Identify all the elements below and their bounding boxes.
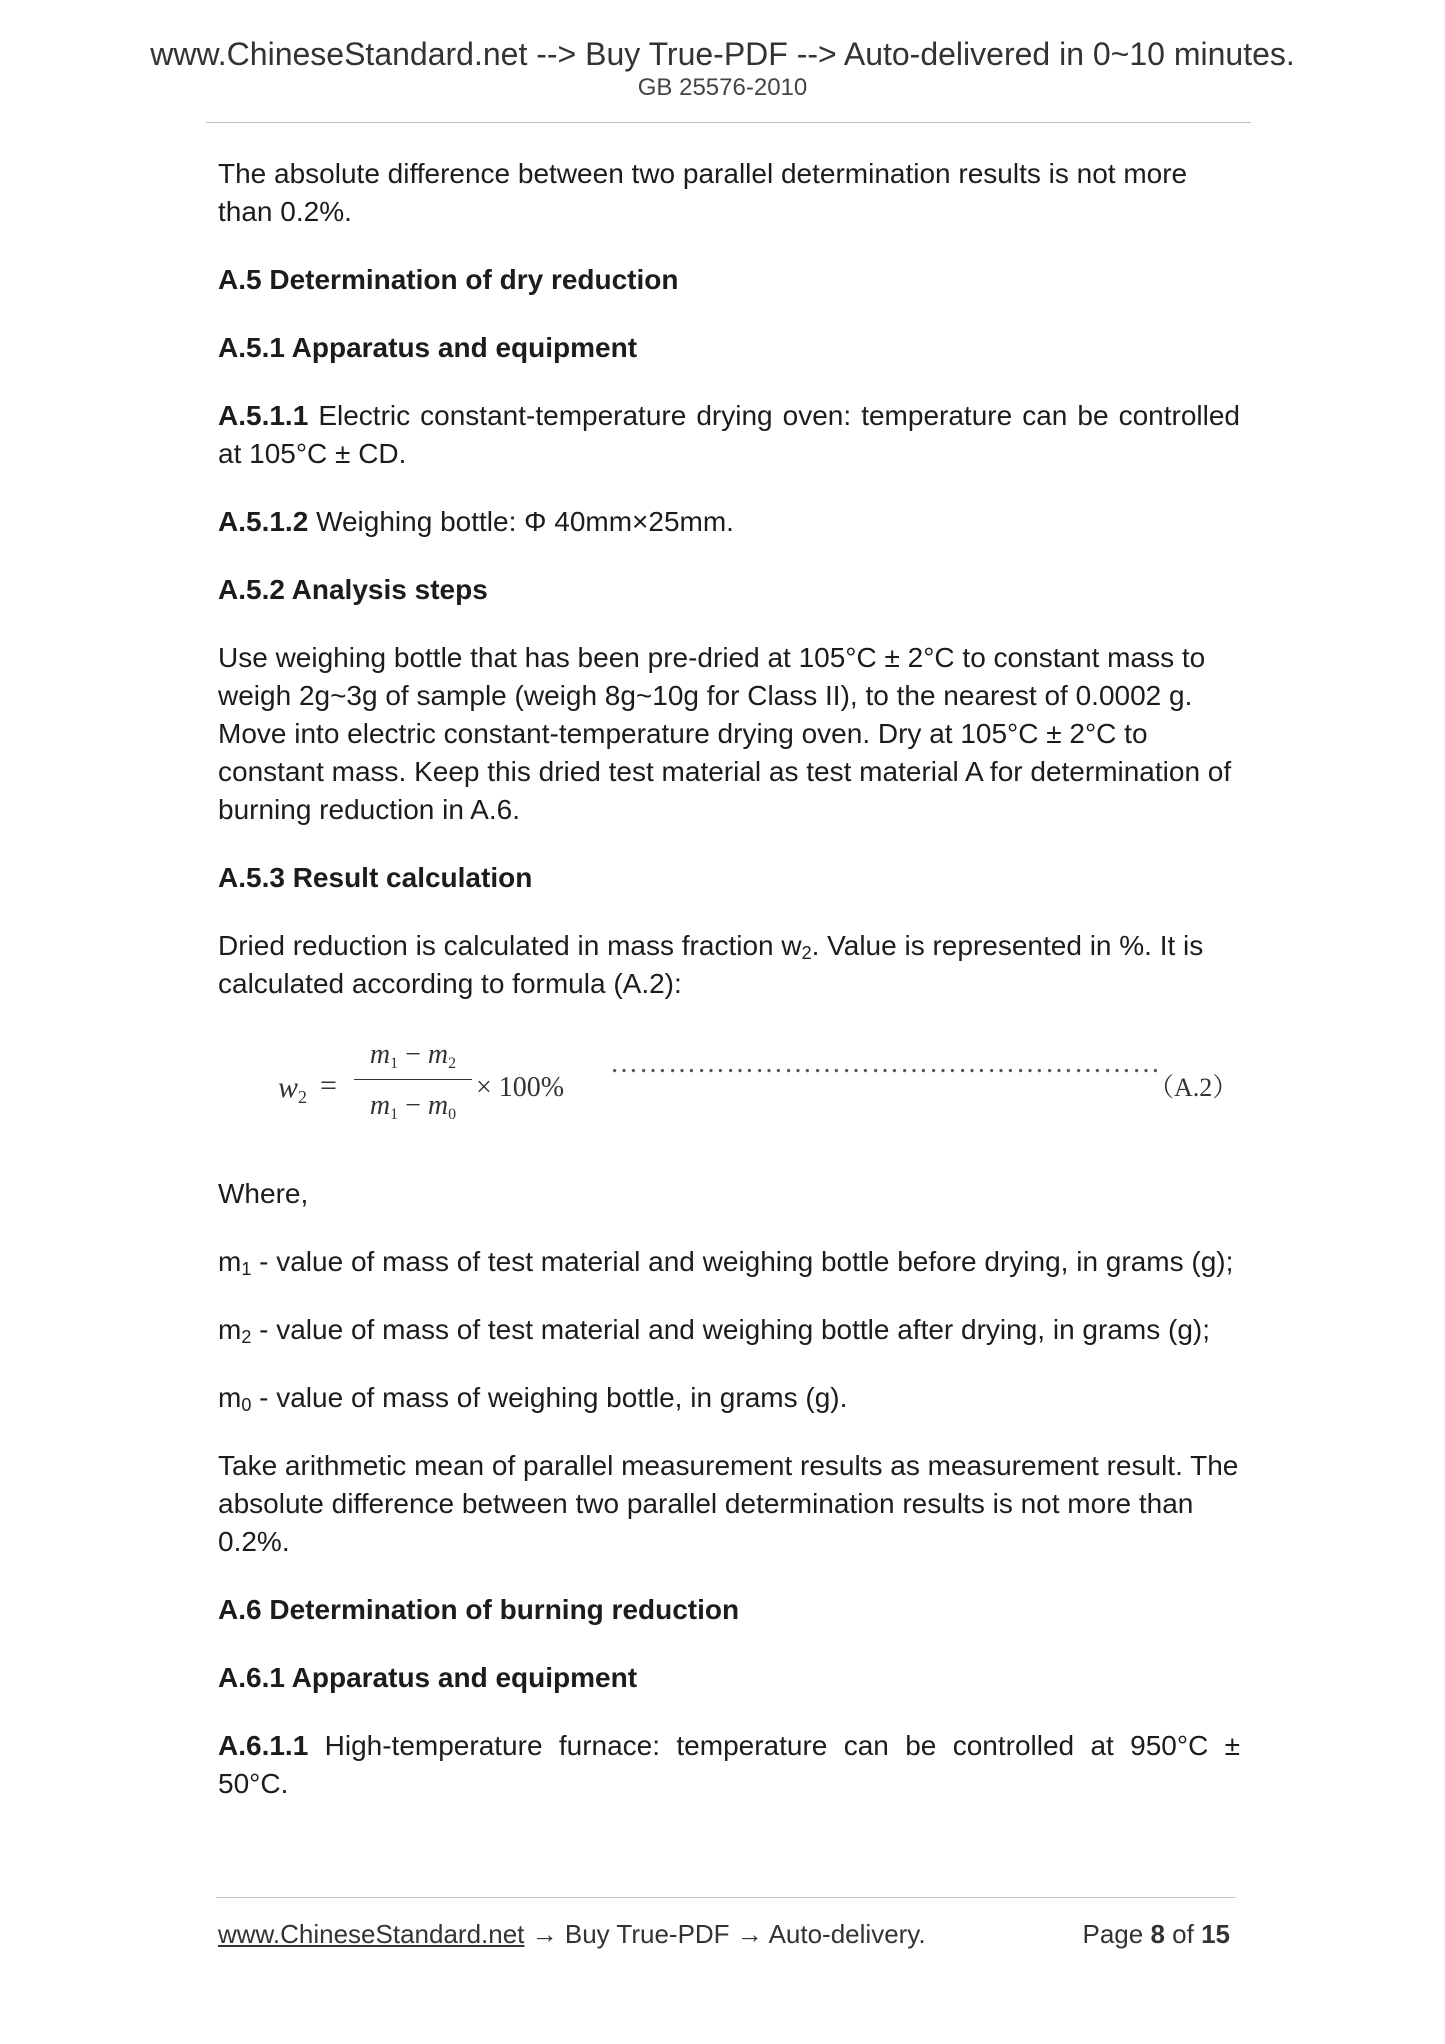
clause-a511-text: Electric constant-temperature drying oven: temperature can be controlled at 105°C ± CD.	[218, 400, 1240, 469]
formula-num-term-2: m	[427, 1039, 449, 1070]
formula-denominator	[354, 1086, 472, 1126]
section-a6-heading: A.6 Determination of burning reduction	[218, 1594, 740, 1625]
clause-a511	[218, 397, 1240, 473]
formula-lhs	[278, 1069, 307, 1116]
formula-a2	[218, 1033, 1240, 1143]
clause-a611	[218, 1727, 1240, 1803]
definition-m1	[218, 1243, 1240, 1281]
section-a61-heading: A.6.1 Apparatus and equipment	[218, 1662, 638, 1693]
document-body	[218, 155, 1240, 1833]
definition-m2-text: - value of mass of test material and weighing bottle after drying, in grams (g);	[251, 1314, 1211, 1345]
clause-a511-number: A.5.1.1	[218, 400, 309, 431]
formula-den-term-2-sub: 0	[448, 1106, 457, 1123]
clause-a512	[218, 503, 1240, 541]
formula-fraction	[354, 1035, 472, 1126]
definition-m1-text: - value of mass of test material and weighing bottle before drying, in grams (g);	[251, 1246, 1234, 1277]
definition-m2-subscript: 2	[241, 1327, 252, 1347]
calculation-subscript: 2	[801, 943, 812, 963]
clause-a512-text: Weighing bottle: Φ 40mm×25mm.	[316, 506, 734, 537]
footer-divider	[216, 1897, 1236, 1898]
formula-den-term-2: m	[427, 1090, 449, 1121]
definition-m2	[218, 1311, 1240, 1349]
standard-code: GB 25576-2010	[637, 74, 808, 101]
formula-lhs-subscript: 2	[298, 1087, 308, 1107]
formula-equals: =	[320, 1069, 337, 1102]
calculation-text-1: Dried reduction is calculated in mass fraction w	[218, 930, 802, 961]
formula-num-operator: −	[398, 1039, 428, 1070]
top-banner: www.ChineseStandard.net --> Buy True-PDF --> Auto-delivered in 0~10 minutes.	[150, 36, 1295, 72]
section-a52-heading: A.5.2 Analysis steps	[218, 574, 488, 605]
page-total: 15	[1201, 1919, 1230, 1949]
definition-m2-symbol: m	[218, 1314, 242, 1345]
definition-m0-symbol: m	[218, 1382, 242, 1413]
formula-den-term-1: m	[369, 1090, 391, 1121]
formula-num-term-1-sub: 1	[390, 1055, 399, 1072]
clause-a611-text: High-temperature furnace: temperature can be controlled at 950°C ± 50°C.	[218, 1730, 1241, 1799]
header-divider	[206, 122, 1251, 123]
footer-site-link[interactable]: www.ChineseStandard.net	[218, 1919, 525, 1949]
page-of-word: of	[1172, 1919, 1194, 1949]
clause-a512-number: A.5.1.2	[218, 506, 309, 537]
mean-paragraph: Take arithmetic mean of parallel measurement results as measurement result. The absolute difference between two parallel determination results is not more than 0.2%.	[218, 1450, 1239, 1557]
calculation-text-2: . Value is represented in %. It is calculated according to formula (A.2):	[218, 930, 1204, 999]
definition-m0-subscript: 0	[241, 1395, 252, 1415]
definition-m0	[218, 1379, 1240, 1417]
formula-num-term-2-sub: 2	[448, 1055, 457, 1072]
formula-multiplier: × 100%	[476, 1072, 565, 1103]
formula-lhs-symbol: w	[278, 1071, 299, 1104]
clause-a611-number: A.6.1.1	[218, 1730, 309, 1761]
definition-m1-symbol: m	[218, 1246, 242, 1277]
formula-label: （A.2）	[1148, 1073, 1239, 1102]
formula-num-term-1: m	[369, 1039, 391, 1070]
formula-den-operator: −	[398, 1090, 428, 1121]
formula-numerator	[354, 1035, 472, 1075]
page-footer	[218, 1918, 1230, 1950]
formula-leader-dots: …………………………………………………	[610, 1048, 1161, 1079]
formula-fraction-bar	[354, 1079, 472, 1080]
section-a5-heading: A.5 Determination of dry reduction	[218, 264, 679, 295]
page-indicator	[1082, 1918, 1230, 1950]
definition-m1-subscript: 1	[241, 1259, 252, 1279]
definition-m0-text: - value of mass of weighing bottle, in grams (g).	[251, 1382, 848, 1413]
section-a53-heading: A.5.3 Result calculation	[218, 862, 533, 893]
section-a51-heading: A.5.1 Apparatus and equipment	[218, 332, 638, 363]
analysis-steps-paragraph: Use weighing bottle that has been pre-dried at 105°C ± 2°C to constant mass to weigh 2g~3g of sample (weigh 8g~10g for Class II), to the nearest of 0.0002 g. Move into electric constant-temperature drying oven. Dry at 105°C ± 2°C to constant mass. Keep this dried test material as test material A for determination of burning reduction in A.6.	[218, 642, 1232, 825]
where-label: Where,	[218, 1178, 309, 1209]
formula-den-term-1-sub: 1	[390, 1106, 399, 1123]
footer-tagline: → Buy True-PDF → Auto-delivery.	[524, 1919, 926, 1949]
calculation-paragraph	[218, 927, 1240, 1003]
page-word: Page	[1082, 1919, 1144, 1949]
intro-paragraph: The absolute difference between two parallel determination results is not more than 0.2%.	[218, 158, 1188, 227]
page-number: 8	[1150, 1919, 1165, 1949]
